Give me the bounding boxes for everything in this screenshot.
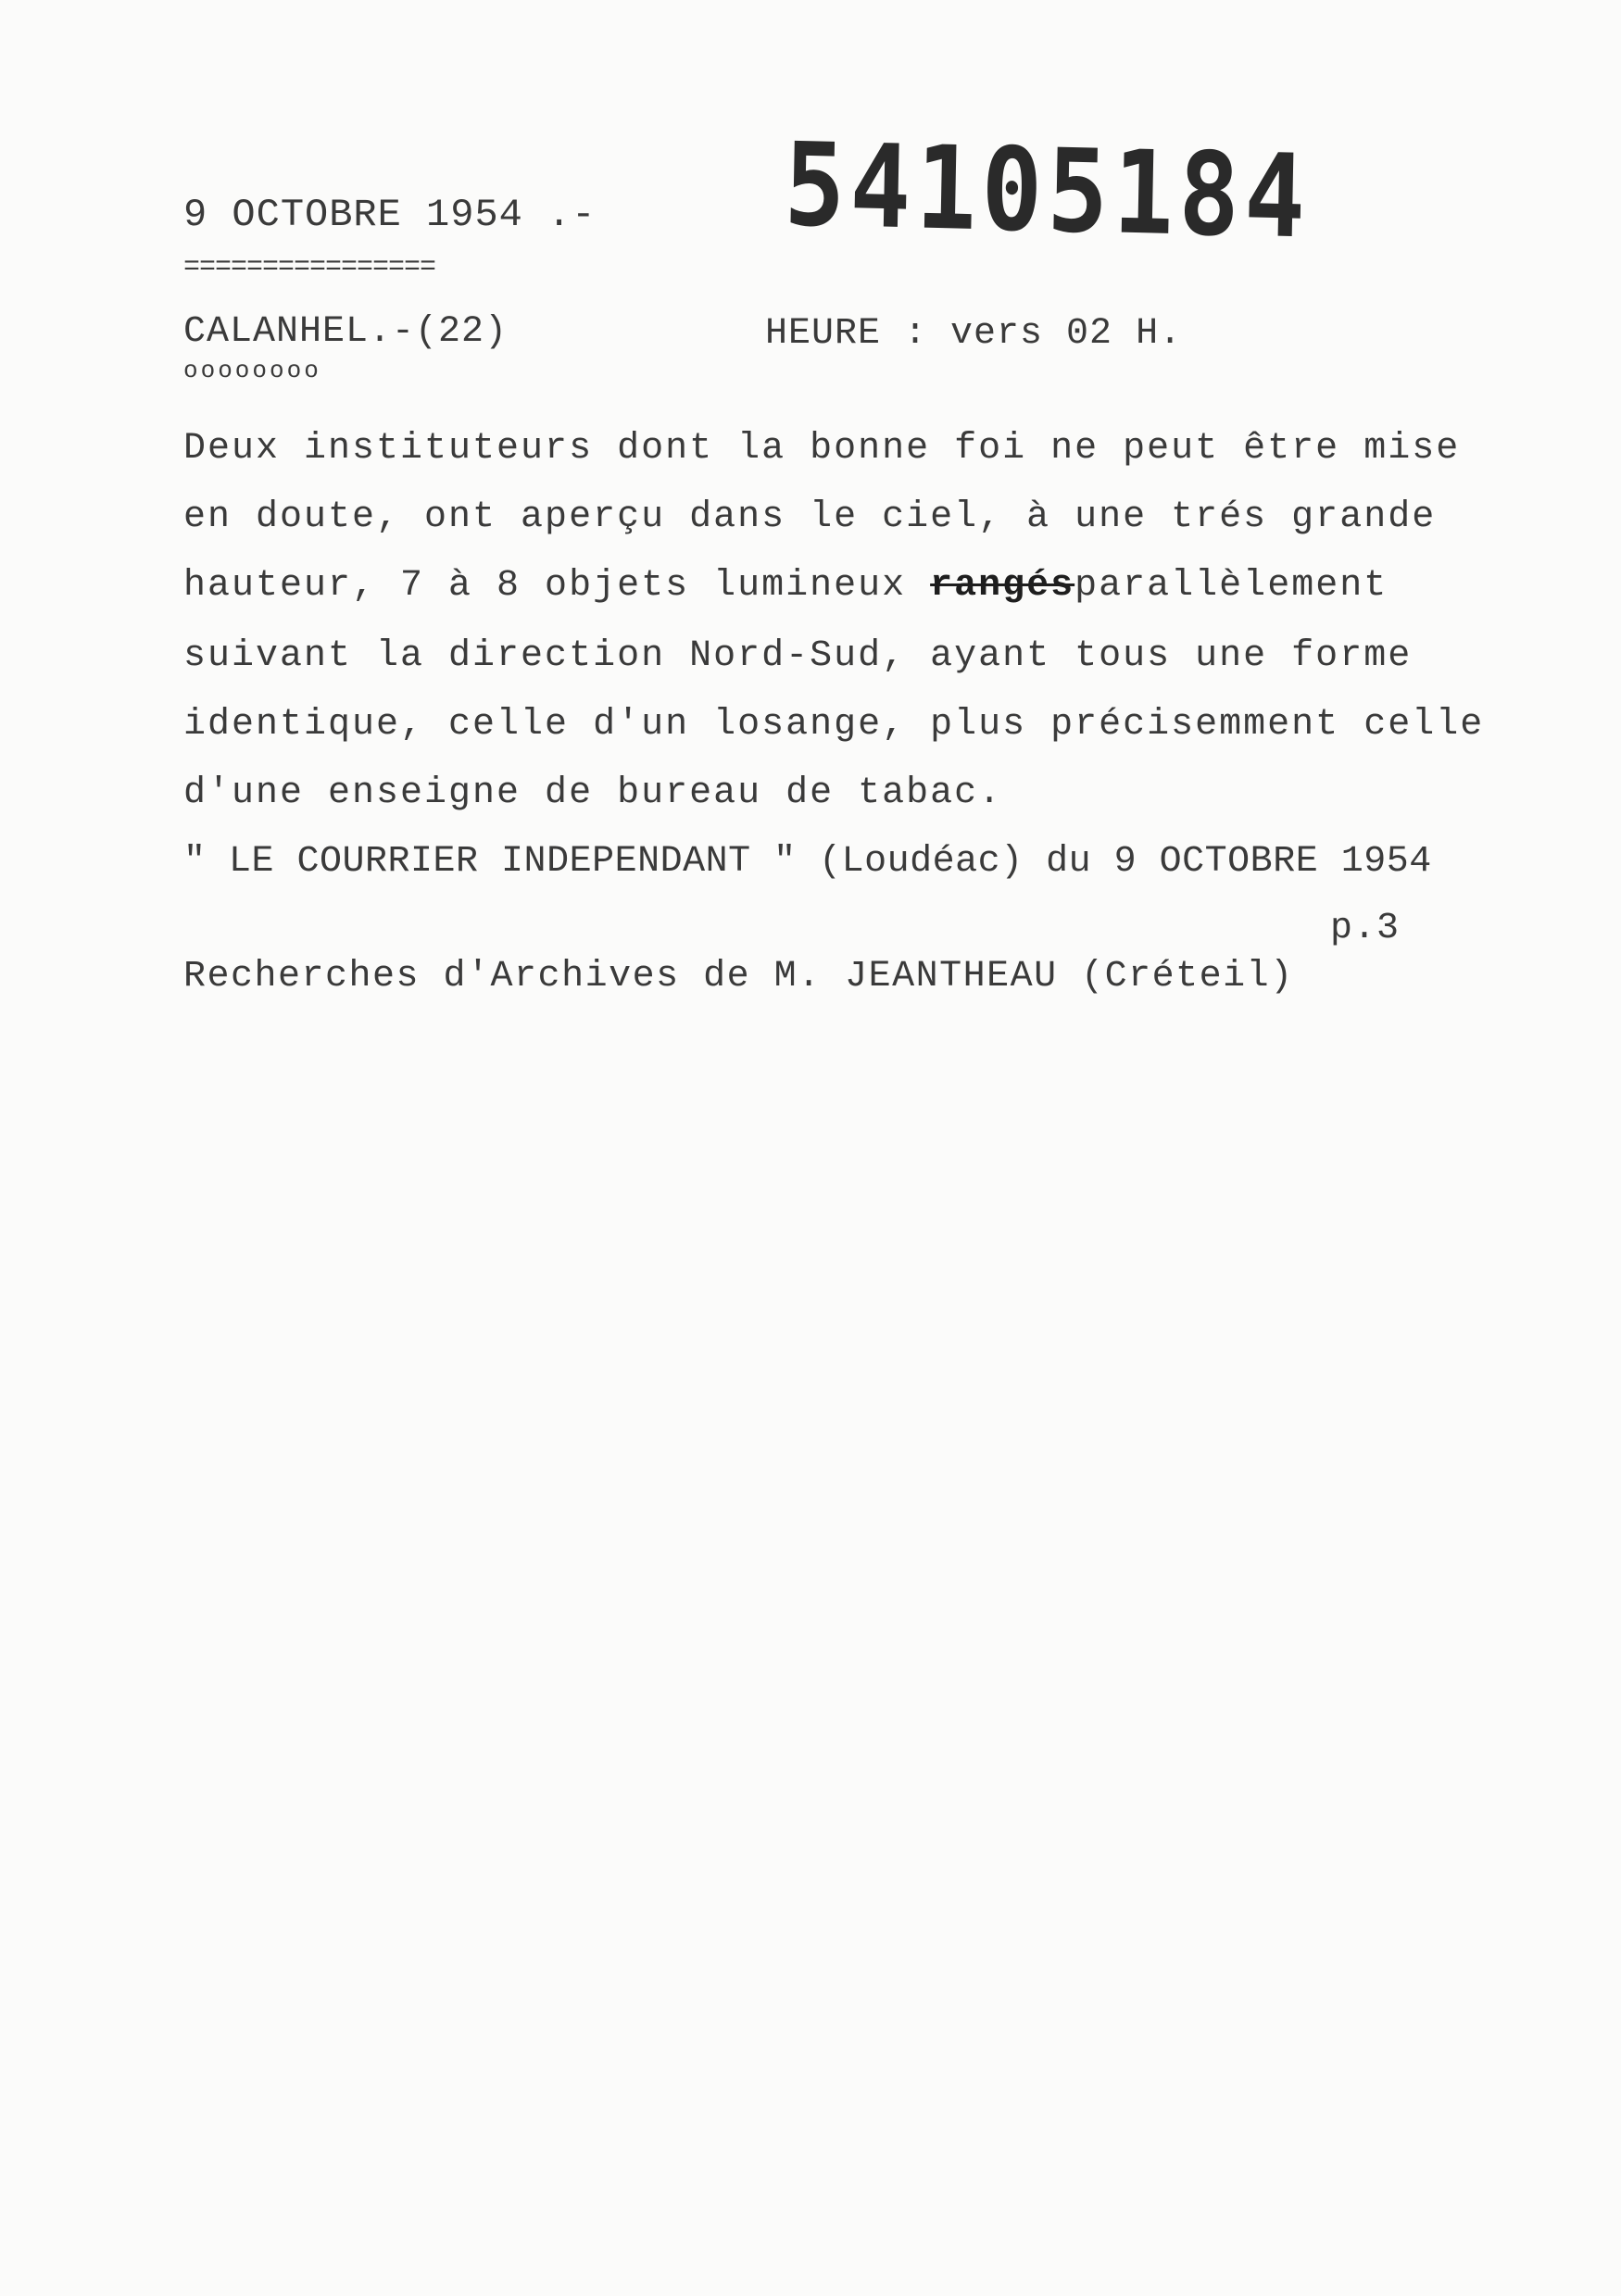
date-underline: ================ bbox=[183, 252, 436, 283]
location-name: CALANHEL.-(22) bbox=[183, 311, 509, 353]
body-line-3-start: hauteur, 7 à 8 objets lumineux bbox=[183, 565, 931, 607]
body-line-6: d'une enseigne de bureau de tabac. bbox=[183, 772, 1003, 814]
source-citation: " LE COURRIER INDEPENDANT " (Loudéac) du 9 OCTOBRE 1954 bbox=[183, 841, 1432, 883]
reference-number-stamp: 54105184 bbox=[783, 119, 1312, 265]
archives-credit: Recherches d'Archives de M. JEANTHEAU (Créteil) bbox=[183, 956, 1294, 997]
struck-word: rangés bbox=[930, 565, 1075, 607]
sighting-time: HEURE : vers 02 H. bbox=[765, 313, 1183, 355]
source-page: p.3 bbox=[1330, 908, 1401, 949]
body-line-4: suivant la direction Nord-Sud, ayant tous une forme bbox=[183, 635, 1413, 677]
body-line-3 bbox=[183, 565, 1388, 607]
body-line-1: Deux instituteurs dont la bonne foi ne peut être mise bbox=[183, 428, 1461, 470]
body-line-2: en doute, ont aperçu dans le ciel, à une trés grande bbox=[183, 496, 1437, 538]
body-line-5: identique, celle d'un losange, plus précisemment celle bbox=[183, 704, 1485, 746]
location-underline: oooooooo bbox=[183, 357, 321, 384]
document-date: 9 OCTOBRE 1954 .- bbox=[183, 193, 597, 237]
body-line-3-end: parallèlement bbox=[1074, 565, 1389, 607]
